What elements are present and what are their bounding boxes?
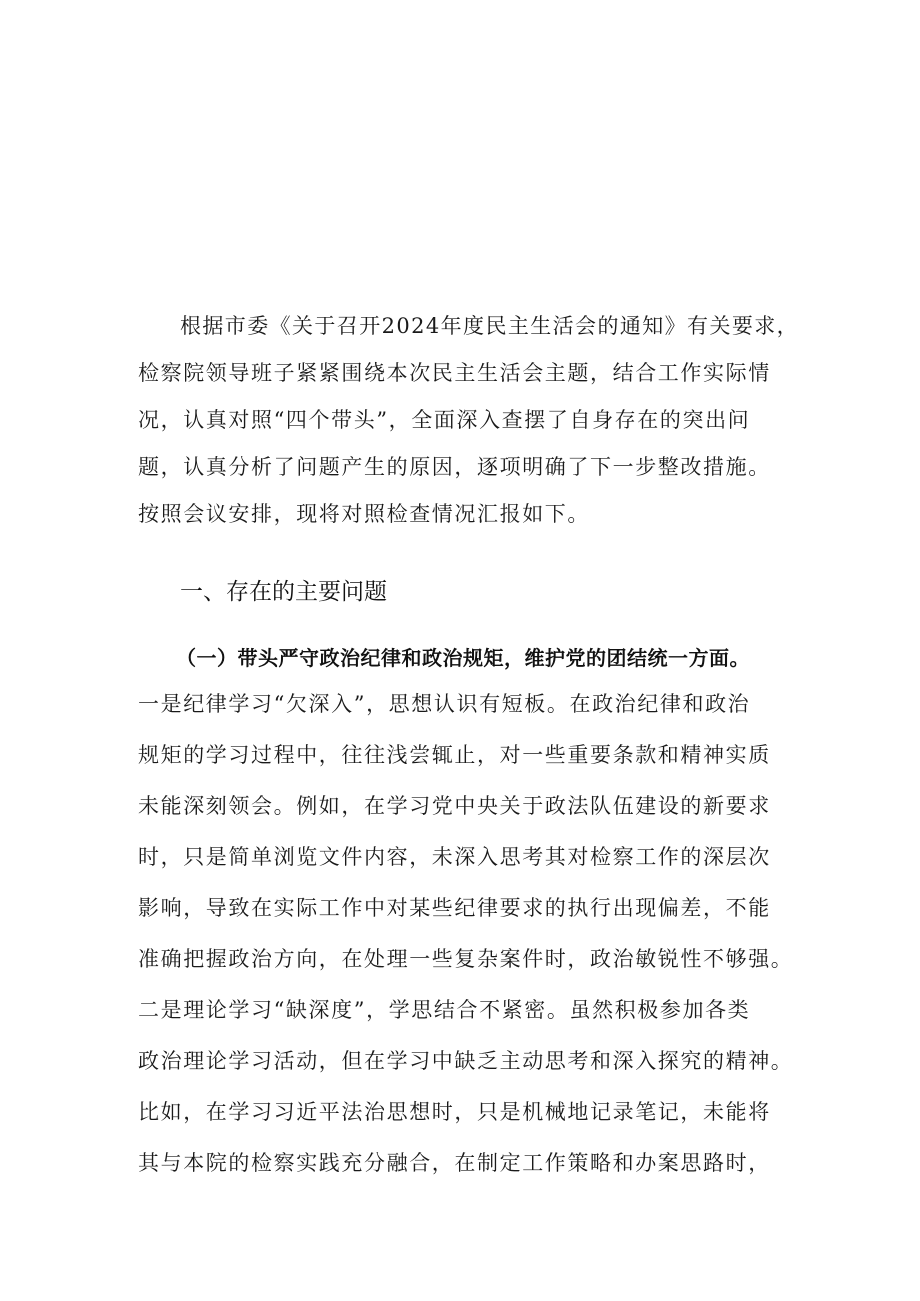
intro-line: 题，认真分析了问题产生的原因，逐项明确了下一步整改措施。	[138, 455, 771, 479]
intro-line: 按照会议安排，现将对照检查情况汇报如下。	[138, 502, 590, 526]
intro-line: 根据市委《关于召开2024年度民主生活会的通知》有关要求，	[180, 314, 800, 338]
subsection-heading: （一）带头严守政治纪律和政治规矩，维护党的团结统一方面。	[176, 646, 750, 670]
body-line: 影响，导致在实际工作中对某些纪律要求的执行出现偏差，不能	[138, 896, 771, 920]
body-line: 一是纪律学习“欠深入”，思想认识有短板。在政治纪律和政治	[138, 692, 751, 716]
body-line: 政治理论学习活动，但在学习中缺乏主动思考和深入探究的精神。	[138, 1049, 794, 1073]
section-heading: 一、存在的主要问题	[180, 579, 387, 605]
body-line: 未能深刻领会。例如，在学习党中央关于政法队伍建设的新要求	[138, 794, 771, 818]
body-line: 时，只是简单浏览文件内容，未深入思考其对检察工作的深层次	[138, 845, 771, 869]
document-title-line-2	[0, 236, 920, 276]
body-line: 规矩的学习过程中，往往浅尝辄止，对一些重要条款和精神实质	[138, 743, 771, 767]
intro-line: 况，认真对照“四个带头”，全面深入查摆了自身存在的突出问	[138, 408, 751, 432]
body-line: 准确把握政治方向，在处理一些复杂案件时，政治敏锐性不够强。	[138, 947, 794, 971]
intro-line: 检察院领导班子紧紧围绕本次民主生活会主题，结合工作实际情	[138, 361, 771, 385]
body-line: 其与本院的检察实践充分融合，在制定工作策略和办案思路时，	[138, 1151, 771, 1175]
document-title-line-1	[0, 155, 920, 195]
body-line: 比如，在学习习近平法治思想时，只是机械地记录笔记，未能将	[138, 1100, 771, 1124]
body-line: 二是理论学习“缺深度”，学思结合不紧密。虽然积极参加各类	[138, 998, 751, 1022]
